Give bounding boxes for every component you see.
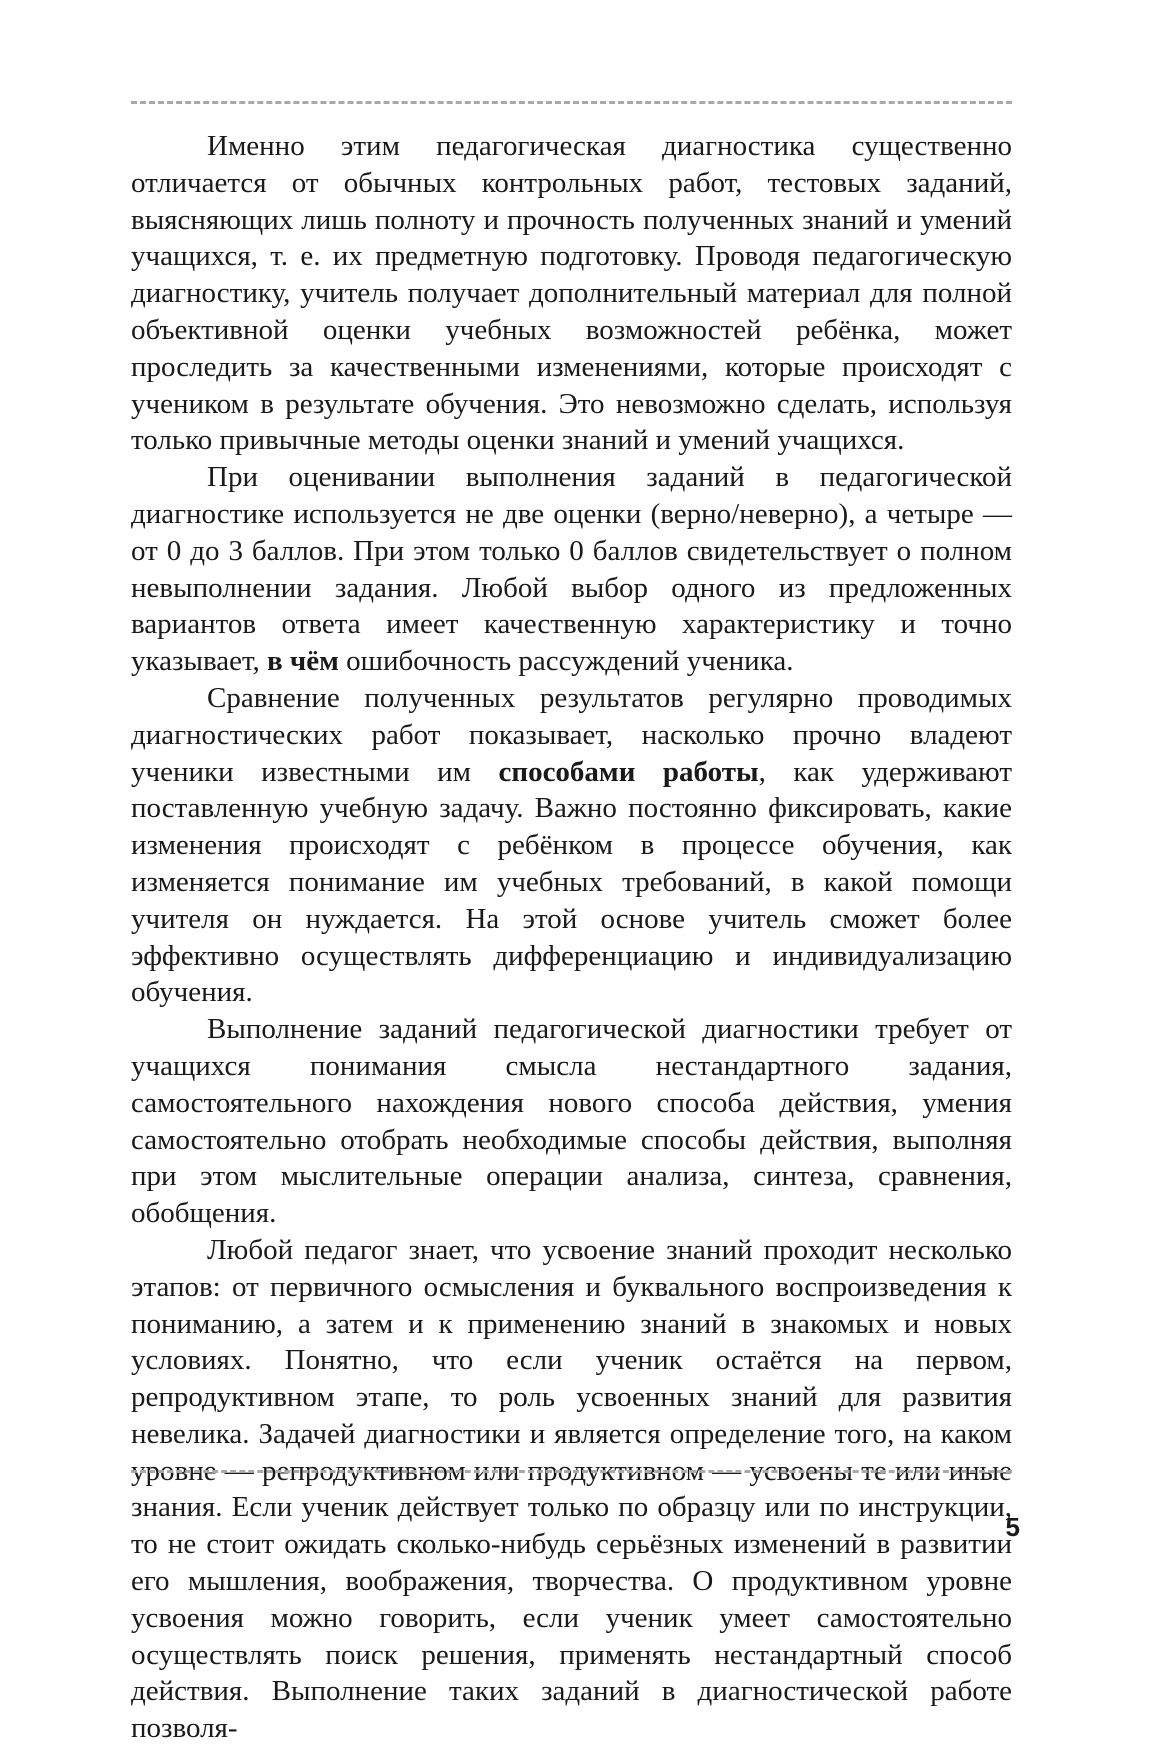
body-text (131, 128, 1012, 1747)
emphasis-text: способами работы (498, 755, 759, 788)
text-run: Любой педагог знает, что усвоение знаний проходит несколько этапов: от первичного осмысления и буквального воспроизведения к пониманию, а затем и к применению знаний в знакомых и новых условиях. Понятно, что если ученик остаётся на первом, репродуктивном этапе, то роль усвоенных знаний для развития невелика. Задачей диагностики и является определение того, на каком уровне — репродуктивном или продуктивном — усвоены те или иные знания. Если ученик действует только по образцу или по инструкции, то не стоит ожидать сколько-нибудь серьёзных изменений в развитии его мышления, воображения, творчества. О продуктивном уровне усвоения можно говорить, если ученик умеет самостоятельно осуществлять поиск решения, применять нестандартный способ действия. Выполнение таких заданий в диагностической работе позволя- (131, 1233, 1012, 1745)
text-run: Сравнение полученных результатов регулярно проводимых диагностических работ показывает, насколько прочно владеют ученики известными им (131, 681, 1012, 788)
paragraph-4 (131, 1011, 1012, 1232)
text-run: При оценивании выполнения заданий в педагогической диагностике используется не две оценки (верно/неверно), а четыре — от 0 до 3 баллов. При этом только 0 баллов свидетельствует о полном невыполнении задания. Любой выбор одного из предложенных вариантов ответа имеет качественную характеристику и точно указывает, (131, 461, 1012, 678)
paragraph-2 (131, 459, 1012, 680)
paragraph-5 (131, 1232, 1012, 1747)
header-divider (131, 101, 1012, 104)
footer-divider (131, 1470, 1012, 1473)
page-number: 5 (1005, 1512, 1020, 1542)
emphasis-text: в чём (267, 645, 339, 678)
text-run: ошибочность рассуждений ученика. (338, 645, 794, 678)
text-run: Именно этим педагогическая диагностика существенно отличается от обычных контрольных работ, тестовых заданий, выясняющих лишь полноту и прочность полученных знаний и умений учащихся, т. е. их предметную подготовку. Проводя педагогическую диагностику, учитель получает дополнительный материал для полной объективной оценки учебных возможностей ребёнка, может проследить за качественными изменениями, которые происходят с учеником в результате обучения. Это невозможно сделать, используя только привычные методы оценки знаний и умений учащихся. (131, 130, 1012, 457)
text-run: , как удерживают поставленную учебную задачу. Важно постоянно фиксировать, какие изменения происходят с ребёнком в процессе обучения, как изменяется понимание им учебных требований, в какой помощи учителя он нуждается. На этой основе учитель сможет более эффективно осуществлять дифференциацию и индивидуализацию обучения. (131, 755, 1013, 1009)
paragraph-1 (131, 128, 1012, 459)
paragraph-3 (131, 680, 1012, 1011)
text-run: Выполнение заданий педагогической диагностики требует от учащихся понимания смысла нестандартного задания, самостоятельного нахождения нового способа действия, умения самостоятельно отобрать необходимые способы действия, выполняя при этом мыслительные операции анализа, синтеза, сравнения, обобщения. (131, 1013, 1012, 1230)
